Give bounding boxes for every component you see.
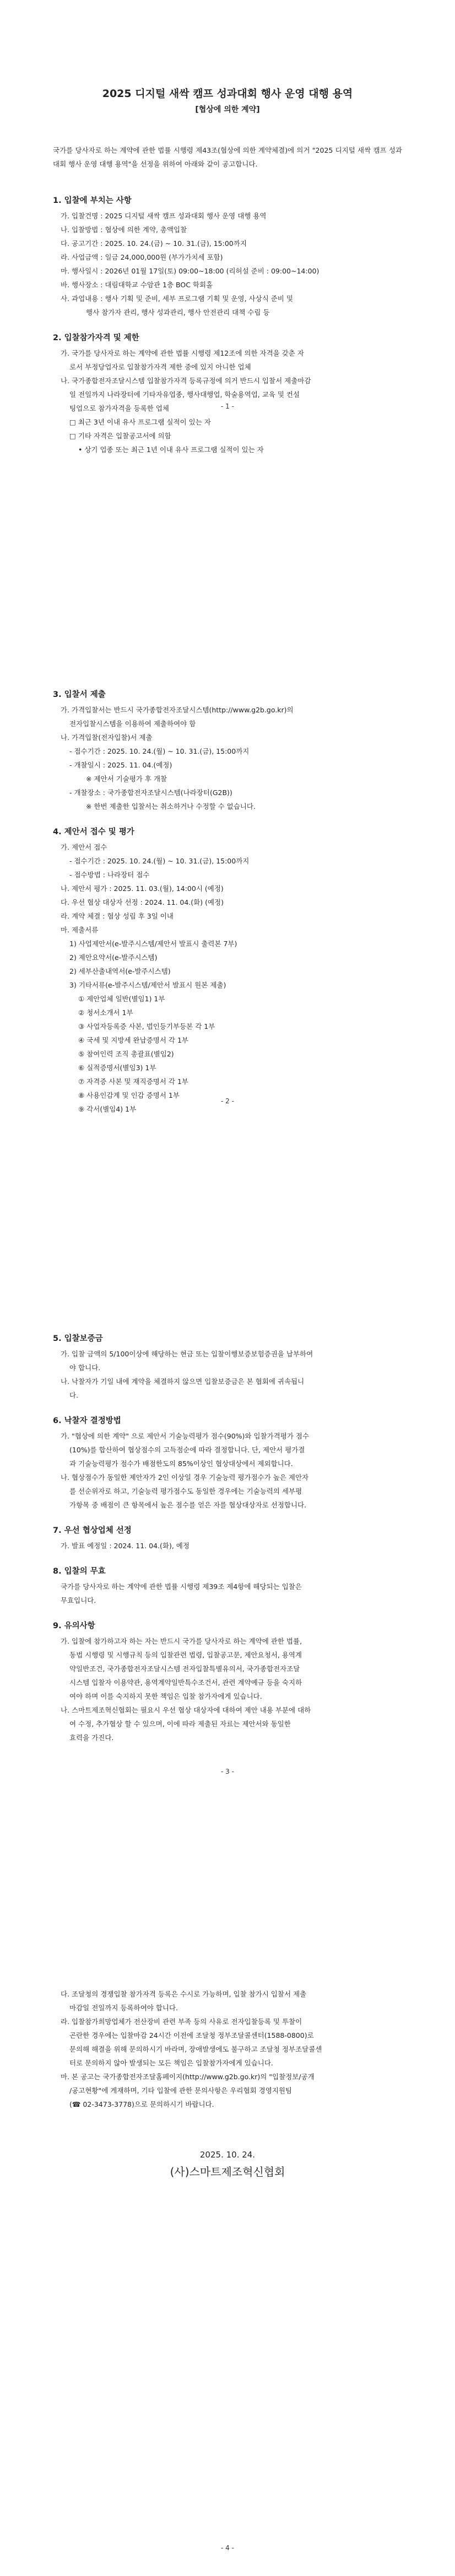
page-number: - 3 - [221, 1768, 234, 1775]
text-line: 라. 입찰참가희망업체가 전산장비 관련 부족 등의 사유로 전자입찰등록 및 투찰이 [61, 2017, 302, 2026]
text-line: - 접수방법 : 나라장터 접수 [69, 871, 150, 879]
text-line: 나. 가격입찰(전자입찰)서 제출 [61, 733, 153, 742]
page-number: - 4 - [221, 2544, 234, 2552]
organization-name: (사)스마트제조혁신협회 [170, 2165, 285, 2178]
text-line: ① 제안업체 일반(별임1) 1부 [78, 995, 165, 1003]
text-line: ※ 한번 제출한 입찰서는 취소하거나 수정할 수 없습니다. [86, 802, 256, 811]
text-line: 바. 행사장소 : 대림대학교 수암관 1층 BOC 학회홀 [61, 281, 213, 289]
section [53, 1619, 402, 1745]
section-heading: 2. 입찰참가자격 및 제한 [53, 334, 139, 342]
text-line: 1) 사업제안서(e-발주시스템/제안서 발표시 출력본 7부) [69, 940, 237, 948]
signature-block [53, 2150, 402, 2179]
text-line: 나. 스마트제조혁신협회는 필요시 우선 협상 대상자에 대하여 제안 내용 부분에 대하 [61, 1706, 311, 1714]
text-line: 다. 공고기간 : 2025. 10. 24.(금) ~ 10. 31.(금), 15:00까지 [61, 239, 247, 248]
document-title: 2025 디지털 새싹 캠프 성과대회 행사 운영 대행 용역 [102, 88, 353, 100]
page-4-notes [53, 1987, 402, 2111]
section [53, 1565, 402, 1607]
text-line: 나. 제안서 평가 : 2025. 11. 03.(월), 14:00시 (예정) [61, 884, 224, 893]
text-line: 약일반조건, 국가종합전자조달시스템 전자입찰특별유의서, 국가종합전자조달 [69, 1665, 300, 1673]
section-heading: 7. 우선 협상업체 선정 [53, 1526, 132, 1535]
text-line: (☎ 02-3473-3778)으로 문의하시기 바랍니다. [69, 2100, 214, 2108]
section [53, 331, 402, 457]
page-4 [0, 1932, 455, 2576]
text-line: ④ 국세 및 지방세 완납증명서 각 1부 [78, 1036, 188, 1044]
section [53, 1332, 402, 1402]
text-line: - 접수기간 : 2025. 10. 24.(월) ~ 10. 31.(금), 15:00까지 [69, 747, 250, 755]
text-line: 나. 국가종합전자조달시스템 입찰참가자격 등록규정에 의거 반드시 입찰서 제출마감 [61, 377, 311, 385]
text-line: 나. 협상점수가 동일한 제안자가 2인 이상일 경우 기술능력 평가점수가 높은 제안자 [61, 1473, 309, 1482]
text-line: ※ 제안서 기술평가 후 개찰 [86, 775, 167, 783]
text-line: 다. 조달청의 경쟁입찰 참가자격 등록은 수시로 가능하며, 입찰 참가시 입찰서 제출 [61, 1990, 307, 1998]
text-line: 행사 참가자 관리, 행사 성과관리, 행사 안전관리 대책 수립 등 [86, 308, 270, 316]
text-line: 나. 낙찰자가 기일 내에 계약을 체결하지 않으면 입찰보증금은 본 협회에 귀속됩니 [61, 1377, 305, 1386]
text-line: • 상기 업종 또는 최근 1년 이내 유사 프로그램 실적이 있는 자 [78, 446, 264, 454]
text-line: ⑧ 사용인감계 및 인감 증명서 1부 [78, 1091, 180, 1099]
section-heading: 6. 낙찰자 결정방법 [53, 1416, 121, 1425]
text-line: 전자입찰시스템을 이용하여 제출하여야 함 [69, 720, 196, 728]
page-number: - 1 - [221, 402, 234, 410]
section-heading: 4. 제안서 접수 및 평가 [53, 828, 134, 836]
text-line: 가. 제안서 접수 [61, 843, 107, 851]
section [53, 1524, 402, 1553]
text-line: 여야 하며 이를 숙지하지 못한 책임은 입찰 참가자에게 있습니다. [69, 1692, 262, 1700]
section-heading: 5. 입찰보증금 [53, 1334, 103, 1343]
text-line: 곤란한 경우에는 입찰마감 24시간 이전에 조달청 정부조달콜센터(1588-0800)로 [69, 2031, 314, 2040]
section-heading: 1. 입찰에 부치는 사항 [53, 196, 132, 205]
text-line: ② 청서소개서 1부 [78, 1008, 133, 1017]
section-heading: 9. 유의사항 [53, 1622, 95, 1630]
text-line: 동법 시행령 및 시행규칙 등의 입찰관련 법령, 입찰공고문, 제안요청서, 용역계 [69, 1651, 302, 1659]
text-line: 터로 문의하지 않아 발생되는 모든 책임은 입찰참가자에게 있습니다. [69, 2059, 273, 2067]
section [53, 688, 402, 813]
text-line: ⑥ 실적증명서(별임3) 1부 [78, 1064, 156, 1072]
text-line: 를 선순위자로 하고, 기술능력 평가점수도 동일한 경우에는 기술능력의 세부평 [69, 1487, 302, 1495]
text-line: 마. 행사일시 : 2026년 01월 17일(토) 09:00~18:00 (리허설 준비 : 09:00~14:00) [61, 267, 319, 275]
text-line: 가. 입찰건명 : 2025 디지털 새싹 캠프 성과대회 행사 운영 대행 용역 [61, 212, 267, 220]
text-line: 마. 본 공고는 국가종합전자조달홈페이지(http://www.g2b.go.kr)의 "입찰정보/공개 [61, 2073, 315, 2081]
page-1 [0, 0, 455, 644]
text-line: 로서 부정당업자로 입찰참가자격 제한 중에 있지 아니한 업체 [69, 363, 251, 371]
page-3-sections [53, 1332, 402, 1745]
text-line: ③ 사업자등록증 사본, 법인등기부등본 각 1부 [78, 1022, 215, 1031]
page-3 [0, 1288, 455, 1932]
text-line: 다. [69, 1391, 79, 1399]
section [53, 825, 402, 1116]
text-line: 마감일 전일까지 등록하여야 합니다. [69, 2004, 178, 2012]
text-line: 문의해 해결을 위해 문의하시기 바라며, 장애발생에도 불구하고 조달청 정부조달콜센 [69, 2045, 322, 2053]
text-line: □ 기타 자격은 입찰공고서에 의함 [69, 432, 171, 440]
text-line: 나. 입찰방법 : 협상에 의한 계약, 총액입찰 [61, 226, 187, 234]
text-line: 가. "협상에 의한 계약" 으로 제안서 기술능력평가 점수(90%)와 입찰가격평가 점수 [61, 1432, 310, 1440]
section [53, 194, 402, 319]
text-line: 2) 제안요약서(e-발주시스템) [69, 953, 158, 962]
text-line: 라. 계약 체결 : 협상 성립 후 3일 이내 [61, 912, 174, 920]
page-2 [0, 644, 455, 1288]
text-line: 과 기술능력평가 점수가 배점한도의 85%이상인 협상대상에서 제외합니다. [69, 1459, 293, 1468]
text-line: (10%)를 합산하여 협상점수의 고득점순에 따라 결정합니다. 단, 제안서 평가결 [69, 1446, 305, 1454]
text-line: 일 전일까지 나라장터에 기타자유업종, 행사대행업, 학술용역업, 교육 및 컨설 [69, 390, 300, 399]
text-line: 마. 제출서류 [61, 926, 99, 934]
text-line: - 개찰일시 : 2025. 11. 04.(예정) [69, 761, 172, 769]
text-line: 3) 기타서류(e-발주시스템/제안서 발표시 원본 제출) [69, 981, 226, 989]
text-line: 2) 세부산출내역서(e-발주시스템) [69, 967, 171, 975]
text-line: 여 수정, 추가협상 할 수 있으며, 이에 따라 제출된 자료는 제안서와 동일한 [69, 1720, 291, 1728]
text-line: □ 최근 3년 이내 유사 프로그램 실적이 있는 자 [69, 418, 211, 426]
text-line: ⑨ 각서(별임4) 1부 [78, 1105, 137, 1113]
text-line: 가항목 중 배점이 큰 항목에서 높은 점수를 얻은 자를 협상대상자로 선정합니다. [69, 1501, 307, 1509]
text-line: - 접수기간 : 2025. 10. 24.(월) ~ 10. 31.(금), 15:00까지 [69, 857, 250, 865]
section-heading: 3. 입찰서 제출 [53, 690, 106, 699]
page-number: - 2 - [221, 1097, 234, 1105]
intro-paragraph: 국가를 당사자로 하는 계약에 관한 법률 시행령 제43조(협상에 의한 계약체결)에 의거 "2025 디지털 새싹 캠프 성과대회 행사 운영 대행 용역"을 선정을 위하여 아래와 같이 공고합니다. [53, 146, 402, 168]
text-line: 무효입니다. [61, 1596, 96, 1604]
text-line: 국가를 당사자로 하는 계약에 관한 법률 시행령 제39조 제4항에 해당되는 입찰은 [61, 1582, 302, 1591]
text-line: 효력을 가진다. [69, 1734, 114, 1742]
text-line: 다. 우선 협상 대상자 선정 : 2024. 11. 04.(화) (예정) [61, 898, 224, 906]
text-line: 가. 입찰에 참가하고자 하는 자는 반드시 국가를 당사자로 하는 계약에 관한 법률, [61, 1637, 302, 1645]
text-line: 야 합니다. [69, 1364, 101, 1372]
text-line: /공고현황"에 게재하며, 기타 입찰에 관한 문의사항은 우리협회 경영지원팀 [69, 2086, 292, 2095]
text-line: 가. 발표 예정일 : 2024. 11. 04.(화), 예정 [61, 1542, 189, 1550]
text-line: ⑤ 참여인력 조직 총괄표(별임2) [78, 1050, 174, 1058]
announcement-date: 2025. 10. 24. [199, 2150, 256, 2160]
document-subtitle: [협상에 의한 계약] [195, 105, 260, 114]
text-line: 시스템 입찰자 이용약관, 용역계약일반특수조건서, 관련 계약예규 등을 숙지하 [69, 1678, 302, 1687]
text-line: 가. 입찰 금액의 5/100이상에 해당하는 현금 또는 입찰이행보증보험증권을 납부하여 [61, 1350, 313, 1358]
text-line: 사. 과업내용 : 행사 기획 및 준비, 세부 프로그램 기획 및 운영, 사상식 준비 및 [61, 294, 293, 303]
text-line: ⑦ 자격증 사본 및 재직증명서 각 1부 [78, 1077, 188, 1086]
section-heading: 8. 입찰의 무효 [53, 1567, 106, 1576]
text-line: 라. 사업금액 : 일금 24,000,000원 (부가가치세 포함) [61, 253, 223, 261]
text-line: 팅업으로 참가자격을 등록한 업체 [69, 404, 169, 412]
page-1-sections [53, 194, 402, 457]
text-line: - 개찰장소 : 국가종합전자조달시스템(나라장터(G2B)) [69, 788, 232, 797]
section [53, 1414, 402, 1512]
text-line: 가. 국가를 당사자로 하는 계약에 관한 법률 시행령 제12조에 의한 자격을 갖춘 자 [61, 349, 304, 357]
page-2-sections [53, 688, 402, 1116]
text-line: 가. 가격입찰서는 반드시 국가종합전자조달시스템(http://www.g2b.go.kr)의 [61, 706, 294, 714]
